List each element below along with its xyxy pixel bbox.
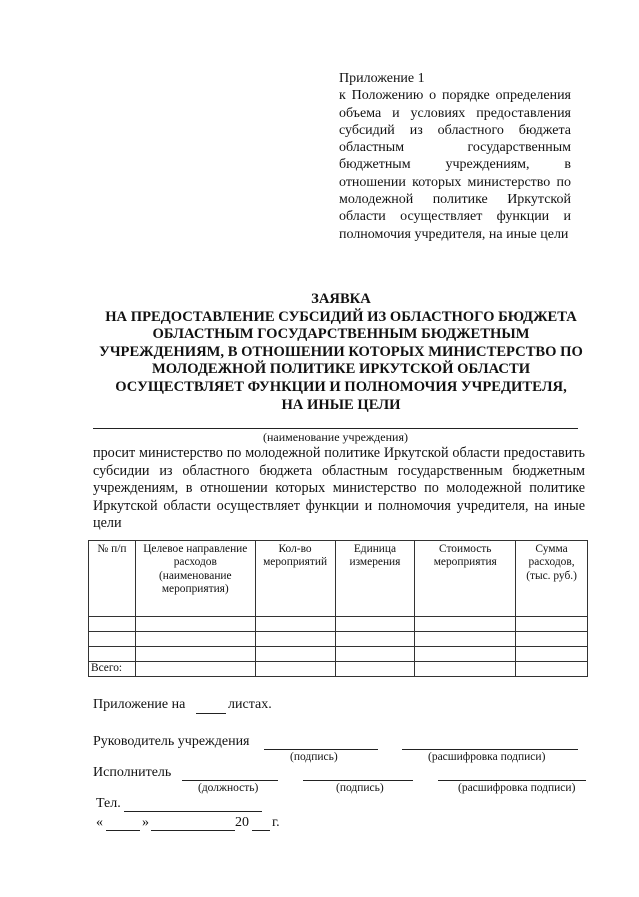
table-cell[interactable] [415, 632, 516, 647]
date-year-prefix: 20 [235, 815, 249, 830]
institution-name-line[interactable] [93, 428, 578, 429]
table-cell[interactable] [89, 647, 136, 662]
executor-decoding-field[interactable] [438, 780, 586, 781]
head-signature-caption: (подпись) [290, 751, 338, 763]
table-cell[interactable] [335, 617, 415, 632]
column-header: Стоимость мероприятия [415, 541, 516, 617]
table-cell[interactable] [516, 617, 588, 632]
table-cell[interactable] [255, 632, 335, 647]
title-line: МОЛОДЕЖНОЙ ПОЛИТИКЕ ИРКУТСКОЙ ОБЛАСТИ [151, 361, 531, 378]
attachment-pages-field[interactable] [196, 713, 226, 714]
title-line: ОСУЩЕСТВЛЯЕТ ФУНКЦИИ И ПОЛНОМОЧИЯ УЧРЕДИТЕЛЯ, [115, 378, 567, 395]
date-open-quote: « [96, 815, 103, 830]
table-cell[interactable] [89, 632, 136, 647]
phone-field[interactable] [124, 811, 262, 812]
table-total-row [89, 662, 588, 677]
table-header-row [89, 541, 588, 617]
appendix-text: к Положению о порядке определения объема и условиях предоставления субсидий из областного бюджета областным государственным бюджетным учреждениям, в отношении которых министерство по молодежной политике Иркутской области осуществляет функции и полномочия учредителя, на иные цели [339, 88, 571, 242]
table-cell[interactable] [255, 617, 335, 632]
title-line: ЗАЯВКА [311, 291, 371, 307]
table-cell[interactable] [255, 662, 335, 677]
table-cell[interactable] [516, 662, 588, 677]
date-close-quote: » [142, 815, 149, 830]
expenses-table [88, 540, 588, 677]
executor-position-caption: (должность) [198, 782, 259, 794]
phone-label: Тел. [96, 796, 121, 811]
table-row [89, 617, 588, 632]
column-header: Сумма расходов, (тыс. руб.) [516, 541, 588, 617]
executor-signature-caption: (подпись) [336, 782, 384, 794]
document-title [88, 291, 594, 414]
table-row [89, 632, 588, 647]
table-cell[interactable] [135, 662, 255, 677]
executor-position-field[interactable] [182, 780, 278, 781]
total-label: Всего: [89, 662, 136, 677]
executor-decoding-caption: (расшифровка подписи) [458, 782, 576, 794]
date-year-suffix: г. [272, 815, 280, 830]
table-cell[interactable] [415, 662, 516, 677]
date-month-field[interactable] [151, 830, 235, 831]
table-cell[interactable] [335, 647, 415, 662]
table-cell[interactable] [135, 632, 255, 647]
head-signature-field[interactable] [264, 749, 378, 750]
table-cell[interactable] [89, 617, 136, 632]
table-cell[interactable] [135, 617, 255, 632]
title-line: НА ПРЕДОСТАВЛЕНИЕ СУБСИДИЙ ИЗ ОБЛАСТНОГО БЮДЖЕТА [105, 308, 577, 325]
column-header: № п/п [89, 541, 136, 617]
head-decoding-caption: (расшифровка подписи) [428, 751, 546, 763]
table-cell[interactable] [255, 647, 335, 662]
table-cell[interactable] [415, 647, 516, 662]
table-row [89, 647, 588, 662]
attachment-suffix: листах. [228, 697, 272, 712]
title-line: НА ИНЫЕ ЦЕЛИ [281, 396, 401, 413]
appendix-number: Приложение 1 [339, 71, 425, 86]
attachment-prefix: Приложение на [93, 697, 186, 712]
table-cell[interactable] [516, 632, 588, 647]
head-label: Руководитель учреждения [93, 734, 250, 749]
table-cell[interactable] [335, 662, 415, 677]
table-cell[interactable] [335, 632, 415, 647]
title-line: УЧРЕЖДЕНИЯМ, В ОТНОШЕНИИ КОТОРЫХ МИНИСТЕРСТВО ПО [99, 343, 583, 360]
column-header: Кол-во мероприятий [255, 541, 335, 617]
table-cell[interactable] [135, 647, 255, 662]
table-cell[interactable] [415, 617, 516, 632]
table-cell[interactable] [516, 647, 588, 662]
column-header: Целевое направление расходов (наименование мероприятия) [135, 541, 255, 617]
date-year-field[interactable] [252, 830, 270, 831]
appendix-reference [339, 70, 571, 243]
date-day-field[interactable] [106, 830, 140, 831]
executor-signature-field[interactable] [303, 780, 413, 781]
executor-label: Исполнитель [93, 765, 172, 780]
request-paragraph: просит министерство по молодежной политике Иркутской области предоставить субсидии из областного бюджета областным государственным бюджетным учреждениям, в отношении которых министерство по молодежной политике Иркутской области осуществляет функции и полномочия учредителя, на иные цели [93, 445, 585, 532]
title-line: ОБЛАСТНЫМ ГОСУДАРСТВЕННЫМ БЮДЖЕТНЫМ [152, 326, 530, 343]
institution-name-caption: (наименование учреждения) [263, 430, 408, 444]
head-decoding-field[interactable] [402, 749, 578, 750]
column-header: Единица измерения [335, 541, 415, 617]
